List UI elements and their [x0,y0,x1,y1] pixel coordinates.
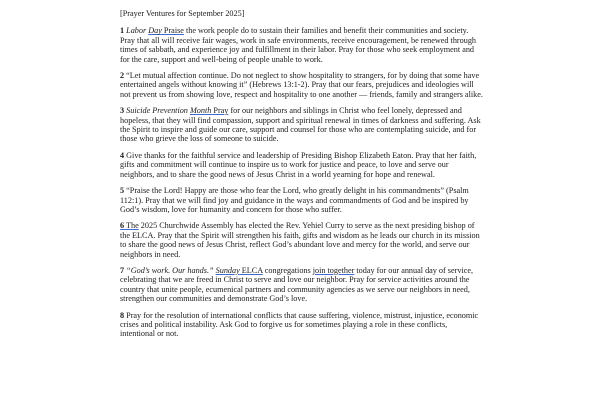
text-run: the work people do to sustain their families and benefit their communities and society. Pray that all will receive fair wages, work in safe environments, receive encouragement, be renewed through times of sabbath, and experience joy and fulfillment in their labor. Pray for those who seek employment and for the care, support and well-being of people unable to work. [120,26,477,64]
paragraph-6 [120,221,484,259]
paragraph-3 [120,106,484,144]
inserted-text-run: Pray [211,106,229,116]
inserted-text-run: Sunday [215,265,240,275]
text-run: Suicide Prevention [126,106,190,116]
text-run: 3 [120,106,125,116]
text-run: “God’s work. Our hands.” [126,265,216,275]
text-run: “Praise the Lord! Happy are those who fear the Lord, who greatly delight in his commandments” (Psalm 112:1). Pray that we will find joy and guidance in the ways and commandments of God and be inspired by God’s wisdom, love for humanity and concern for those who suffer. [120,186,469,214]
paragraph-8 [120,311,484,339]
paragraph-1 [120,26,484,64]
text-run: “Let mutual affection continue. Do not neglect to show hospitality to strangers, for by doing that some have entertained angels without knowing it” (Hebrews 13:1-2). Pray that our fears, prejudices and ideologies will not prevent us from showing love, respect and hospitality to one another — friends, family and strangers alike. [120,71,483,99]
text-run: 1 [120,26,125,36]
paragraph-2 [120,71,484,99]
text-run: Pray for the resolution of international conflicts that cause suffering, violence, mistrust, injustice, economic crises and political instability. Ask God to forgive us for sometimes playing a role in these conflicts, intentional or not. [120,310,479,339]
inserted-text-run: 6 [120,221,125,231]
text-run: for our neighbors and siblings in Christ who feel lonely, depressed and hopeless, that they will find compassion, support and spiritual renewal in times of darkness and suffering. Ask the Spirit to inspire and guide our care, support and counsel for those who are contemplating suicide, and for those who grieve the loss of someone to suicide. [120,106,481,144]
document-title: [Prayer Ventures for September 2025] [120,9,245,18]
text-run: 2 [120,71,125,81]
text-run: 2025 Churchwide Assembly has elected the Rev. Yehiel Curry to serve as the next presiding bishop of the ELCA. Pray that the Spirit will strengthen his faith, gifts and wisdom as he leads our church in its mission to share the good news of Jesus Christ, reflect God’s abundant love and mercy for the world, and serve our neighbors in need. [120,221,480,259]
paragraph-5 [120,186,484,214]
paragraph-7 [120,266,484,304]
text-run: 5 [120,186,125,196]
paragraph-4 [120,151,484,179]
document-body [120,26,484,338]
inserted-text-run: The [124,221,139,231]
text-run: Labor [126,26,149,36]
text-run: congregations [262,265,313,275]
text-run: 8 [120,310,125,320]
inserted-text-run: Day [148,26,162,36]
text-run: today for our annual day of service, celebrating that we are freed in Christ to serve and love our neighbor. Pray for service activities around the country that unite people, ecumenical partners and community agencies as we serve our neighbors in need, strengthen our communities and demonstrate God’s love. [120,265,474,304]
text-run: 7 [120,265,125,275]
text-run: Give thanks for the faithful service and leadership of Presiding Bishop Elizabeth Eaton. Pray that her faith, gifts and commitment will continue to inspire us to work for justice and peace, to love and serve our neighbors, and to share the good news of Jesus Christ in a world yearning for hope and renewal. [120,150,477,179]
inserted-text-run: join together [312,265,355,275]
inserted-text-run: Month [189,106,212,116]
inserted-text-run: ELCA [239,265,263,275]
inserted-text-run: Praise [161,26,184,36]
text-run: 4 [120,150,125,160]
